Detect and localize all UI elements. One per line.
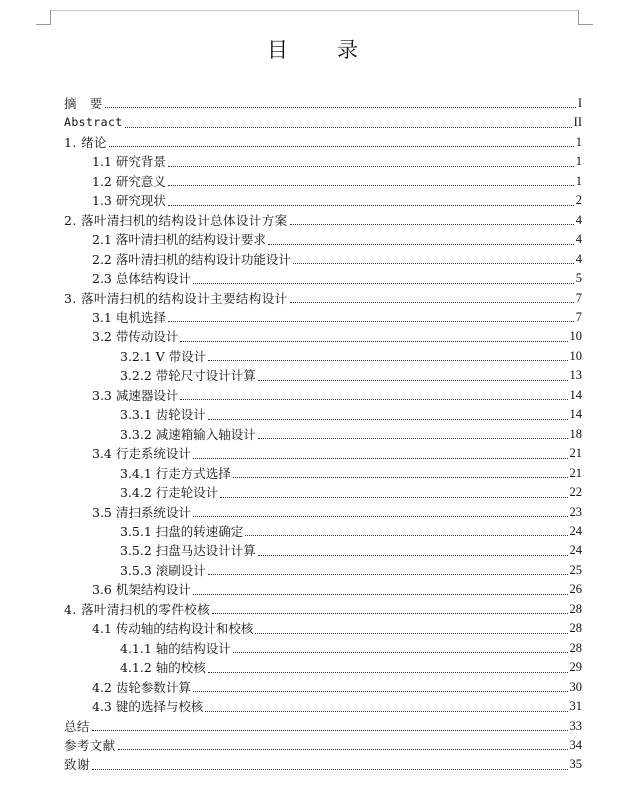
toc-entry-page: 4 bbox=[575, 232, 582, 247]
toc-entry-title: 1.1 研究背景 bbox=[92, 154, 166, 170]
toc-entry[interactable] bbox=[64, 503, 582, 522]
toc-entry-title: 4.3 键的选择与校核 bbox=[92, 699, 204, 715]
toc-entry[interactable] bbox=[64, 405, 582, 424]
dot-leader bbox=[180, 341, 567, 342]
dot-leader bbox=[258, 438, 568, 439]
toc-entry[interactable] bbox=[64, 697, 582, 716]
toc-entry-page: 4 bbox=[575, 212, 582, 227]
toc-entry[interactable] bbox=[64, 425, 582, 444]
dot-leader bbox=[208, 360, 567, 361]
dot-leader bbox=[212, 613, 567, 614]
dot-leader bbox=[255, 633, 567, 634]
dot-leader bbox=[168, 205, 574, 206]
toc-entry-title: 3.5.2 扫盘马达设计计算 bbox=[120, 543, 256, 559]
toc-entry-title: 1.2 研究意义 bbox=[92, 173, 166, 189]
toc-entry-title: 参考文献 bbox=[64, 737, 116, 753]
toc-entry-title: 总结 bbox=[64, 718, 90, 734]
toc-entry[interactable] bbox=[64, 113, 582, 132]
toc-entry[interactable] bbox=[64, 464, 582, 483]
toc-entry-page: 10 bbox=[569, 348, 582, 363]
dot-leader bbox=[193, 516, 568, 517]
toc-entry-title: 3.4.2 行走轮设计 bbox=[120, 485, 219, 501]
toc-entry-page: 14 bbox=[569, 387, 582, 402]
top-left-crop-mark bbox=[36, 10, 51, 25]
toc-entry-title: 4.1.1 轴的结构设计 bbox=[120, 640, 231, 656]
dot-leader bbox=[233, 477, 568, 478]
toc-entry[interactable] bbox=[64, 211, 582, 230]
toc-entry-page: 34 bbox=[569, 737, 582, 752]
toc-entry-title: 4.1 传动轴的结构设计和校核 bbox=[92, 621, 254, 637]
dot-leader bbox=[220, 497, 567, 498]
toc-entry-page: 33 bbox=[569, 718, 582, 733]
toc-entry-title: 3.3.1 齿轮设计 bbox=[120, 407, 206, 423]
dot-leader bbox=[168, 185, 574, 186]
dot-leader bbox=[168, 321, 574, 322]
toc-entry[interactable] bbox=[64, 600, 582, 619]
toc-entry-page: 21 bbox=[569, 446, 582, 461]
toc-entry-title: 致谢 bbox=[64, 757, 90, 773]
toc-entry[interactable] bbox=[64, 619, 582, 638]
toc-entry-page: 7 bbox=[575, 290, 582, 305]
toc-entry-page: 31 bbox=[569, 699, 582, 714]
dot-leader bbox=[290, 224, 574, 225]
toc-entry-page: 10 bbox=[569, 329, 582, 344]
toc-entry-title: 4.1.2 轴的校核 bbox=[120, 660, 206, 676]
toc-entry[interactable] bbox=[64, 580, 582, 599]
dot-leader bbox=[268, 244, 574, 245]
toc-entry[interactable] bbox=[64, 658, 582, 677]
dot-leader bbox=[208, 574, 568, 575]
header-rule bbox=[50, 10, 578, 11]
toc-entry-title: 4.2 齿轮参数计算 bbox=[92, 679, 191, 695]
toc-entry[interactable] bbox=[64, 736, 582, 755]
dot-leader bbox=[208, 419, 568, 420]
dot-leader bbox=[92, 730, 568, 731]
toc-entry-title: 3.4.1 行走方式选择 bbox=[120, 465, 231, 481]
toc-entry-title: 2.1 落叶清扫机的结构设计要求 bbox=[92, 232, 266, 248]
toc-entry-page: 1 bbox=[575, 173, 582, 188]
dot-leader bbox=[193, 594, 568, 595]
toc-entry[interactable] bbox=[64, 172, 582, 191]
dot-leader bbox=[180, 399, 567, 400]
toc-entry[interactable] bbox=[64, 347, 582, 366]
toc-entry-page: 28 bbox=[569, 640, 582, 655]
toc-entry[interactable] bbox=[64, 541, 582, 560]
toc-entry-title: 3. 落叶清扫机的结构设计主要结构设计 bbox=[64, 290, 288, 306]
toc-entry-title: 3.3.2 减速箱输入轴设计 bbox=[120, 426, 256, 442]
toc-entry-page: I bbox=[577, 96, 582, 110]
toc-entry-title: 1. 绪论 bbox=[64, 134, 107, 150]
dot-leader bbox=[118, 749, 568, 750]
toc-entry-page: 29 bbox=[569, 660, 582, 675]
dot-leader bbox=[125, 127, 572, 128]
toc-entry-page: 30 bbox=[569, 679, 582, 694]
toc-entry-title: 2. 落叶清扫机的结构设计总体设计方案 bbox=[64, 212, 288, 228]
toc-entry[interactable] bbox=[64, 250, 582, 269]
toc-entry-page: 21 bbox=[569, 465, 582, 480]
dot-leader bbox=[293, 263, 574, 264]
dot-leader bbox=[109, 146, 574, 147]
toc-entry-page: 1 bbox=[575, 134, 582, 149]
toc-entry-page: 22 bbox=[569, 485, 582, 500]
dot-leader bbox=[105, 107, 576, 108]
toc-entry-title: 3.5.3 滚刷设计 bbox=[120, 562, 206, 578]
table-of-contents bbox=[64, 94, 582, 775]
dot-leader bbox=[193, 283, 574, 284]
toc-entry-title: Abstract bbox=[64, 115, 123, 130]
toc-entry-title: 1.3 研究现状 bbox=[92, 193, 166, 209]
toc-entry[interactable] bbox=[64, 755, 582, 774]
page-title: 目 录 bbox=[267, 38, 372, 62]
toc-entry[interactable] bbox=[64, 327, 582, 346]
toc-entry-page: 13 bbox=[569, 368, 582, 383]
toc-entry-page: 14 bbox=[569, 407, 582, 422]
toc-entry-page: 24 bbox=[569, 543, 582, 558]
toc-entry[interactable] bbox=[64, 522, 582, 541]
toc-entry[interactable] bbox=[64, 133, 582, 152]
toc-entry-title: 3.3 减速器设计 bbox=[92, 387, 179, 403]
toc-entry[interactable] bbox=[64, 483, 582, 502]
toc-entry-title: 4. 落叶清扫机的零件校核 bbox=[64, 601, 211, 617]
dot-leader bbox=[233, 652, 568, 653]
toc-entry[interactable] bbox=[64, 561, 582, 580]
toc-entry-title: 3.5 清扫系统设计 bbox=[92, 504, 191, 520]
toc-entry[interactable] bbox=[64, 191, 582, 210]
toc-entry[interactable] bbox=[64, 269, 582, 288]
dot-leader bbox=[245, 535, 567, 536]
toc-entry[interactable] bbox=[64, 678, 582, 697]
dot-leader bbox=[92, 769, 568, 770]
toc-entry[interactable] bbox=[64, 152, 582, 171]
toc-entry-page: 35 bbox=[569, 757, 582, 772]
dot-leader bbox=[205, 711, 567, 712]
toc-entry-page: 26 bbox=[569, 582, 582, 597]
toc-entry-page: 7 bbox=[575, 309, 582, 324]
toc-entry-page: 28 bbox=[569, 621, 582, 636]
dot-leader bbox=[193, 458, 568, 459]
toc-entry-page: 2 bbox=[575, 193, 582, 208]
toc-entry-title: 3.6 机架结构设计 bbox=[92, 582, 191, 598]
toc-entry-page: 23 bbox=[569, 504, 582, 519]
toc-entry-page: 5 bbox=[575, 271, 582, 286]
toc-entry-title: 3.4 行走系统设计 bbox=[92, 446, 191, 462]
toc-entry[interactable] bbox=[64, 94, 582, 113]
toc-entry-title: 3.1 电机选择 bbox=[92, 309, 166, 325]
toc-entry[interactable] bbox=[64, 230, 582, 249]
toc-entry-page: II bbox=[573, 115, 582, 130]
toc-entry-page: 25 bbox=[569, 562, 582, 577]
toc-entry-page: 4 bbox=[575, 251, 582, 266]
toc-entry-title: 2.2 落叶清扫机的结构设计功能设计 bbox=[92, 251, 291, 267]
dot-leader bbox=[258, 555, 568, 556]
toc-entry[interactable] bbox=[64, 386, 582, 405]
dot-leader bbox=[258, 380, 568, 381]
toc-entry-page: 1 bbox=[575, 154, 582, 169]
toc-entry-page: 28 bbox=[569, 601, 582, 616]
toc-entry-page: 18 bbox=[569, 426, 582, 441]
dot-leader bbox=[290, 302, 574, 303]
toc-entry[interactable] bbox=[64, 366, 582, 385]
top-right-crop-mark bbox=[578, 10, 593, 25]
dot-leader bbox=[208, 672, 568, 673]
toc-entry[interactable] bbox=[64, 444, 582, 463]
toc-entry-title: 3.5.1 扫盘的转速确定 bbox=[120, 523, 244, 539]
toc-entry[interactable] bbox=[64, 717, 582, 736]
toc-entry[interactable] bbox=[64, 289, 582, 308]
toc-entry-title: 3.2.1 V 带设计 bbox=[120, 348, 207, 364]
toc-entry-page: 24 bbox=[569, 523, 582, 538]
toc-entry-title: 3.2.2 带轮尺寸设计计算 bbox=[120, 368, 256, 384]
toc-entry-title: 3.2 带传动设计 bbox=[92, 329, 179, 345]
dot-leader bbox=[193, 691, 568, 692]
dot-leader bbox=[168, 166, 574, 167]
toc-entry-title: 2.3 总体结构设计 bbox=[92, 271, 191, 287]
toc-entry[interactable] bbox=[64, 639, 582, 658]
toc-entry[interactable] bbox=[64, 308, 582, 327]
toc-entry-title: 摘 要 bbox=[64, 96, 103, 111]
